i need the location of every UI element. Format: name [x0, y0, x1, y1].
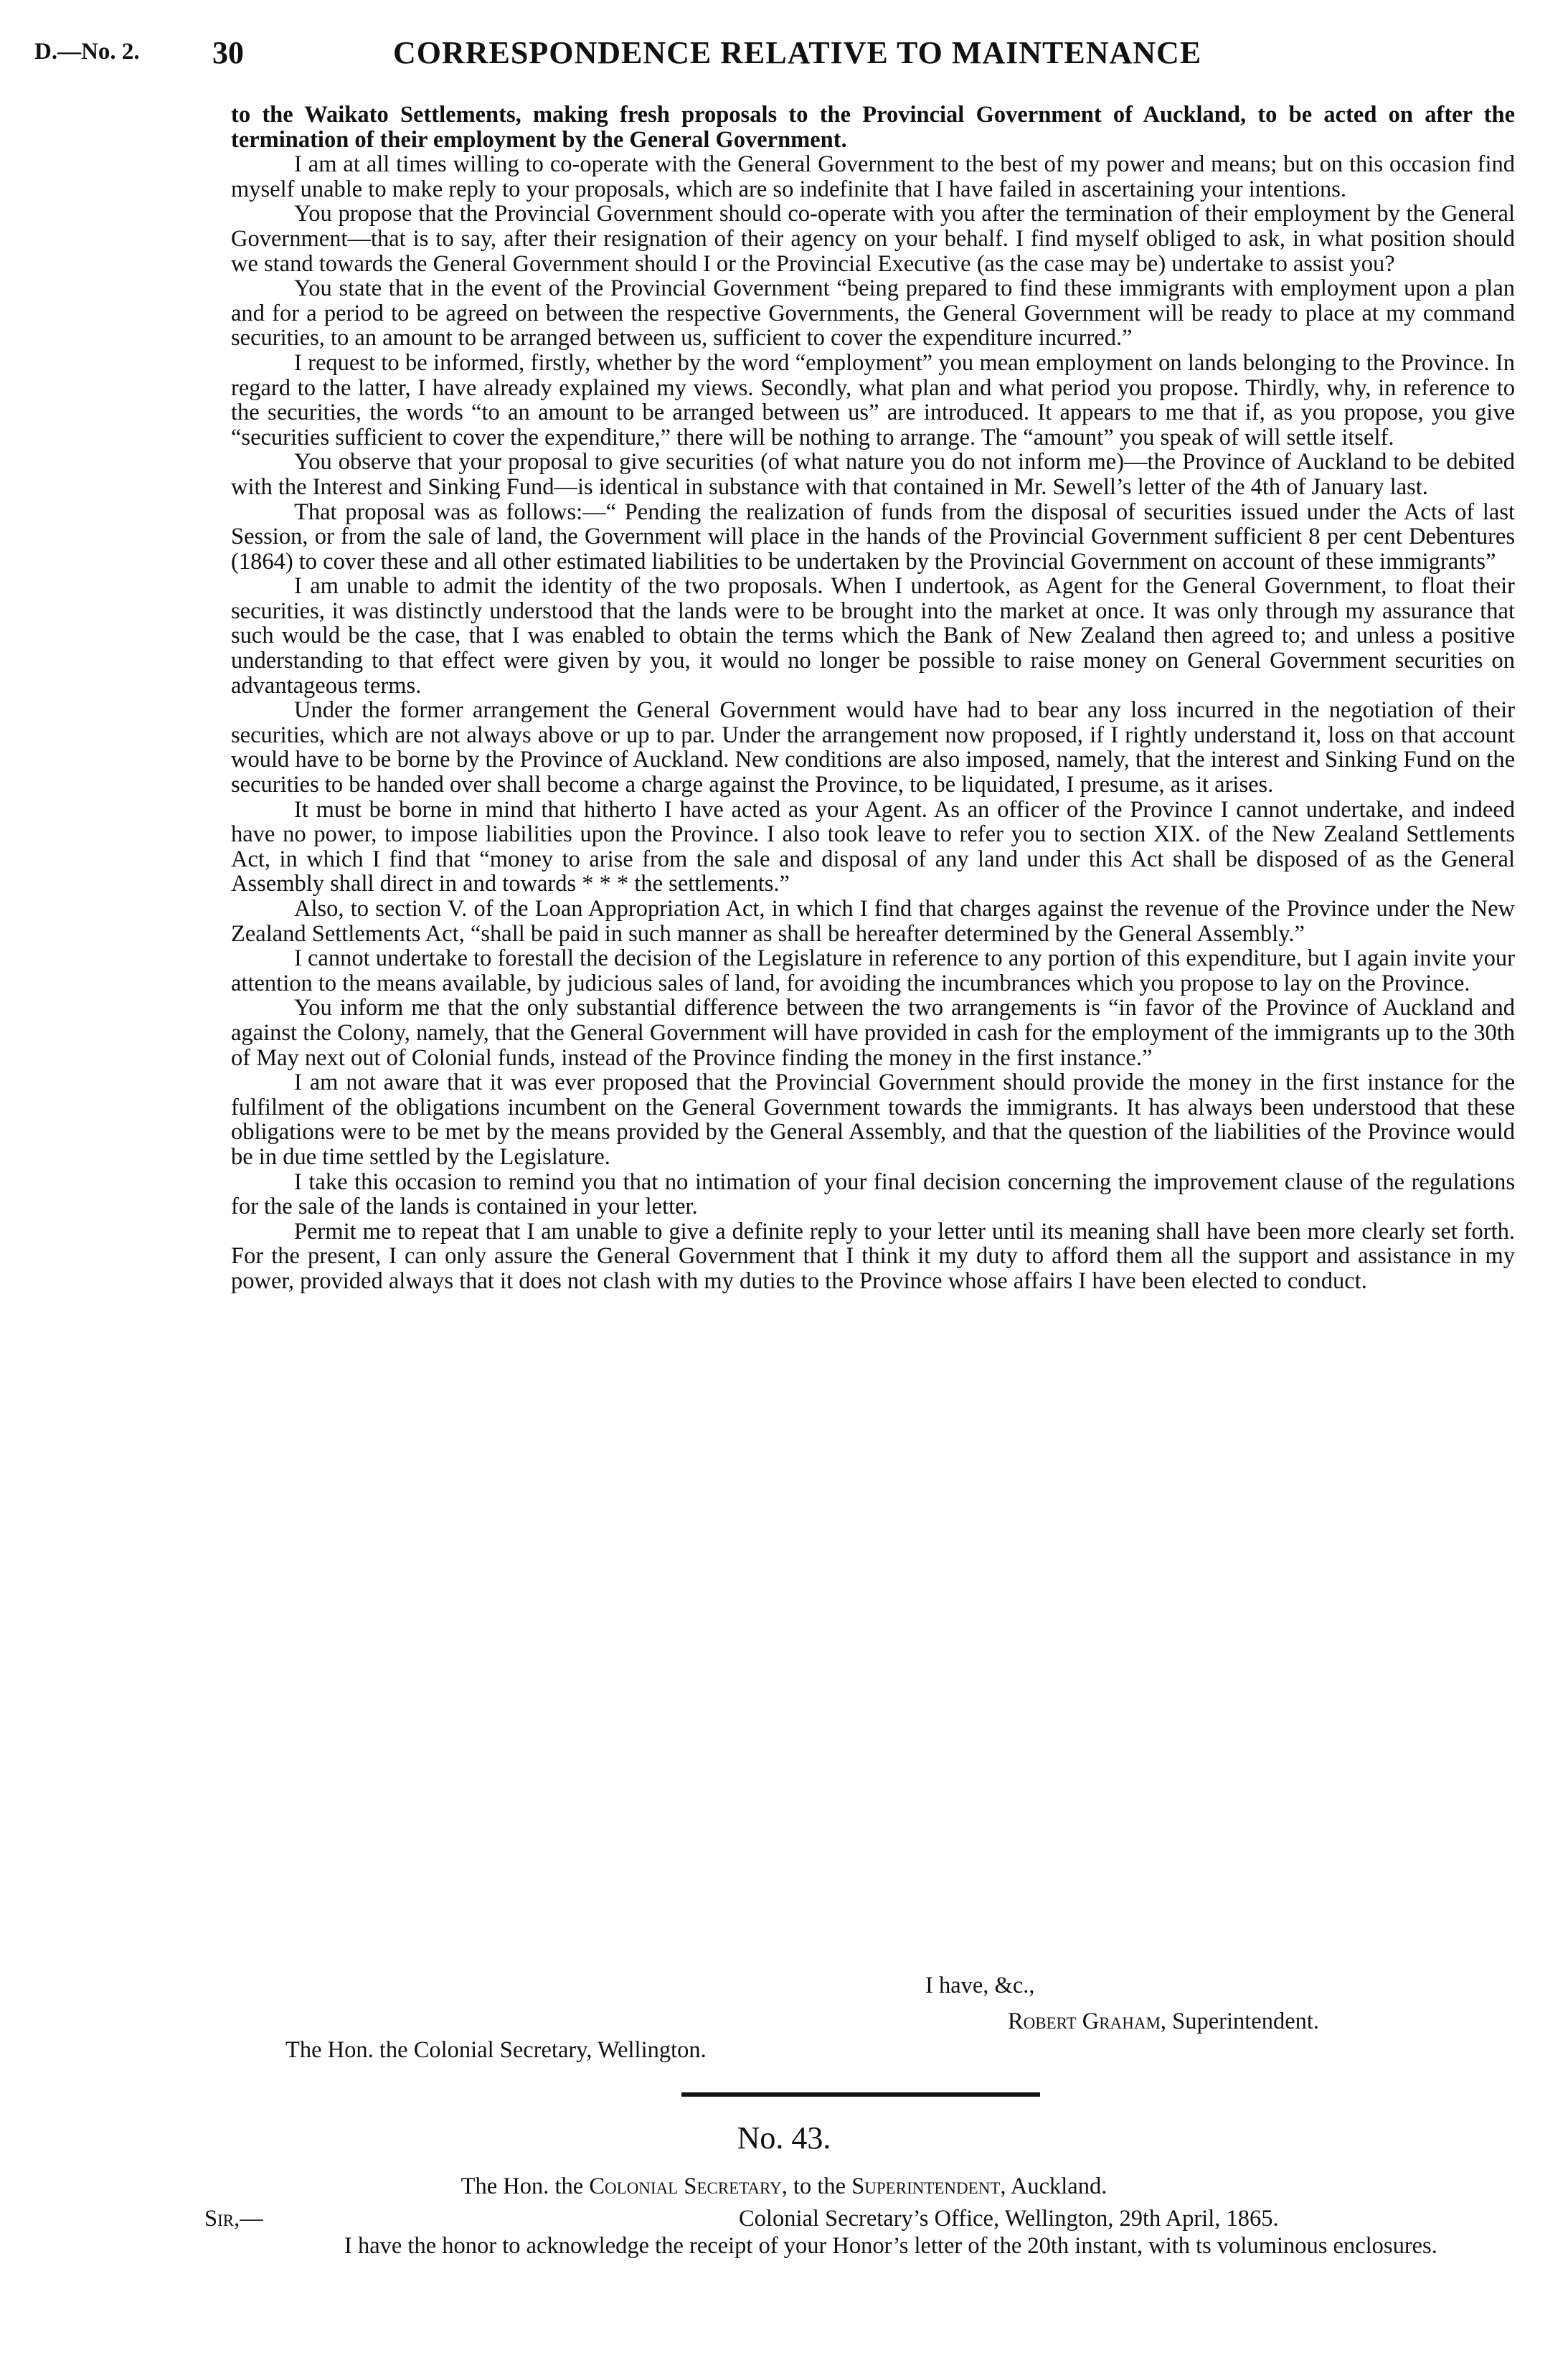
- document-reference: D.—No. 2.: [34, 39, 140, 65]
- to-place: Auckland.: [1010, 2173, 1107, 2199]
- salutation: Sir,—: [204, 2206, 263, 2232]
- signature-title: Superintendent.: [1172, 2008, 1320, 2034]
- paragraph: I take this occasion to remind you that no intimation of your final decision concerning the improvement clause of the regulations for the sale of the lands is contained in your letter.: [231, 1168, 1515, 1220]
- letter-subheading: [0, 2173, 1568, 2200]
- section-divider: [681, 2092, 1040, 2097]
- signoff: I have, &c.,: [925, 1973, 1035, 1998]
- paragraph: That proposal was as follows:—“ Pending the realization of funds from the disposal of securities issued under the Acts of last Session, or from the sale of land, the Government will place in the hands of the Provincial Government sufficient 8 per cent Debentures (1864) to cover these and all other estimated liabilities to be undertaken by the Provincial Government on account of these immigrants”: [231, 499, 1515, 575]
- running-title: CORRESPONDENCE RELATIVE TO MAINTENANCE: [393, 35, 1202, 70]
- paragraph: I cannot undertake to forestall the decision of the Legislature in reference to any portion of this expenditure, but I again invite your attention to the means available, by judicious sales of land, for avoiding the incumbrances which you propose to lay on the Province.: [231, 945, 1515, 996]
- paragraph: I have the honor to acknowledge the receipt of your Honor’s letter of the 20th instant, with ts voluminous enclosures.: [344, 2233, 1437, 2259]
- signature-name: Robert Graham,: [1008, 2008, 1167, 2034]
- paragraph: Permit me to repeat that I am unable to give a definite reply to your letter until its meaning shall have been more clearly set forth. For the present, I can only assure the General Government that I think it my duty to afford them all the support and assistance in my power, provided always that it does not clash with my duties to the Province whose affairs I have been elected to conduct.: [231, 1218, 1515, 1294]
- paragraph: to the Waikato Settlements, making fresh proposals to the Provincial Government of Auckland, to be acted on after the termination of their employment by the General Government.: [231, 102, 1515, 153]
- addressee: The Hon. the Colonial Secretary, Wellington.: [285, 2037, 707, 2063]
- paragraph: You propose that the Provincial Government should co-operate with you after the termination of their employment by the General Government—that is to say, after their resignation of their agency on your behalf. I find myself obliged to ask, in what position should we stand towards the General Government should I or the Provincial Executive (as the case may be) undertake to assist you?: [231, 201, 1515, 277]
- to-word: to the: [793, 2173, 846, 2199]
- letter-opening: [204, 2234, 1503, 2259]
- paragraph: You state that in the event of the Provincial Government “being prepared to find these immigrants with employment upon a plan and for a period to be agreed on between the respective Governments, the General Government will be ready to place at my command securities, to an amount to be arranged between us, sufficient to cover the expenditure incurred.”: [231, 275, 1515, 351]
- signature: [1008, 2008, 1319, 2035]
- paragraph: You observe that your proposal to give securities (of what nature you do not inform me)—the Province of Auckland to be debited with the Interest and Sinking Fund—is identical in substance with that contained in Mr. Sewell’s letter of the 4th of January last.: [231, 449, 1515, 500]
- paragraph: Also, to section V. of the Loan Appropriation Act, in which I find that charges against the revenue of the Province under the New Zealand Settlements Act, “shall be paid in such manner as shall be hereafter determined by the General Assembly.”: [231, 896, 1515, 947]
- paragraph: I am at all times willing to co-operate with the General Government to the best of my power and means; but on this occasion find myself unable to make reply to your proposals, which are so indefinite that I have failed in ascertaining your intentions.: [231, 151, 1515, 202]
- paragraph: You inform me that the only substantial difference between the two arrangements is “in favor of the Province of Auckland and against the Colony, namely, that the General Government will have provided in cash for the employment of the immigrants up to the 30th of May next out of Colonial funds, instead of the Province finding the money in the first instance.”: [231, 995, 1515, 1071]
- page-number: 30: [212, 35, 244, 70]
- paragraph: I am unable to admit the identity of the two proposals. When I undertook, as Agent for the General Government, to float their securities, it was distinctly understood that the lands were to be brought into the market at once. It was only through my assurance that such would be the case, that I was enabled to obtain the terms which the Bank of New Zealand then agreed to; and unless a positive understanding to that effect were given by you, it would no longer be possible to raise money on General Government securities on advantageous terms.: [231, 573, 1515, 699]
- paragraph: I am not aware that it was ever proposed that the Provincial Government should provide the money in the first instance for the fulfilment of the obligations incumbent on the General Government towards the immigrants. It has always been understood that these obligations were to be met by the means provided by the General Assembly, and that the question of the liabilities of the Province would be in due time settled by the Legislature.: [231, 1070, 1515, 1170]
- dateline: Colonial Secretary’s Office, Wellington, 29th April, 1865.: [739, 2206, 1279, 2232]
- letter-body: [231, 103, 1515, 1294]
- paragraph: Under the former arrangement the General Government would have had to bear any loss incurred in the negotiation of their securities, which are not always above or up to par. Under the arrangement now proposed, if I rightly understand it, loss on that account would have to be borne by the Province of Auckland. New conditions are also imposed, namely, that the interest and Sinking Fund on the securities to be handed over shall become a charge against the Province, to be liquidated, I presume, as it arises.: [231, 697, 1515, 798]
- from-prefix: The Hon. the: [461, 2173, 584, 2199]
- to-office: Superintendent,: [851, 2173, 1006, 2199]
- paragraph: It must be borne in mind that hitherto I have acted as your Agent. As an officer of the Province I cannot undertake, and indeed have no power, to impose liabilities upon the Province. I also took leave to refer you to section XIX. of the New Zealand Settlements Act, in which I find that “money to arise from the sale and disposal of any land under this Act shall be disposed of as the General Assembly shall direct in and towards * * * the settlements.”: [231, 796, 1515, 897]
- from-office: Colonial Secretary,: [589, 2173, 788, 2199]
- letter-number: No. 43.: [737, 2120, 831, 2156]
- paragraph: I request to be informed, firstly, whether by the word “employment” you mean employment on lands belonging to the Province. In regard to the latter, I have already explained my views. Secondly, what plan and what period you propose. Thirdly, why, in reference to the securities, the words “to an amount to be arranged between us” are introduced. It appears to me that if, as you propose, you give “securities sufficient to cover the expenditure,” there will be nothing to arrange. The “amount” you speak of will settle itself.: [231, 349, 1515, 450]
- page-header: [0, 36, 1568, 79]
